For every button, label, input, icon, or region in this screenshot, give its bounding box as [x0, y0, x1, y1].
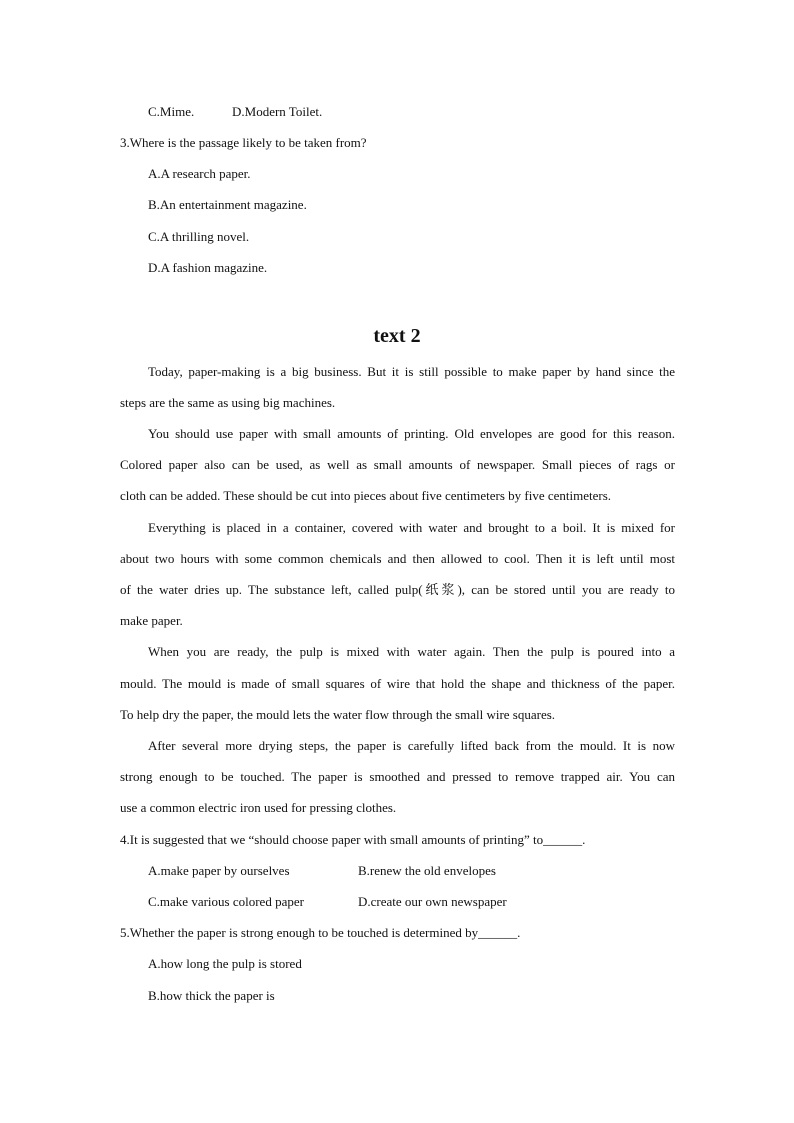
- q5-question: 5.Whether the paper is strong enough to be touched is determined by______.: [120, 925, 521, 940]
- q3-question: 3.Where is the passage likely to be taken from?: [120, 135, 367, 150]
- q5-option-a: A.how long the pulp is stored: [148, 956, 302, 971]
- passage-line: Colored paper also can be used, as well as small amounts of newspaper. Small pieces of rags or: [120, 457, 675, 472]
- q3-option-b: B.An entertainment magazine.: [148, 197, 307, 212]
- passage-line: After several more drying steps, the paper is carefully lifted back from the mould. It is now: [148, 738, 675, 753]
- passage-line: Everything is placed in a container, covered with water and brought to a boil. It is mixed for: [148, 520, 675, 535]
- passage-line: cloth can be added. These should be cut into pieces about five centimeters by five centimeters.: [120, 488, 612, 503]
- q3-option-a: A.A research paper.: [148, 166, 251, 181]
- passage-line: Today, paper-making is a big business. But it is still possible to make paper by hand since the: [148, 364, 675, 379]
- q4-option-c: C.make various colored paper: [148, 894, 304, 909]
- section-title: text 2: [373, 325, 421, 347]
- passage-line: use a common electric iron used for pressing clothes.: [120, 800, 397, 815]
- passage-line: make paper.: [120, 613, 183, 628]
- q4-option-a: A.make paper by ourselves: [148, 863, 290, 878]
- q3-option-d: D.A fashion magazine.: [148, 260, 268, 275]
- q5-option-b: B.how thick the paper is: [148, 988, 275, 1003]
- passage-line: mould. The mould is made of small squares of wire that hold the shape and thickness of the paper.: [120, 676, 675, 691]
- passage-line: steps are the same as using big machines.: [120, 395, 336, 410]
- q2-option-d: D.Modern Toilet.: [232, 104, 323, 119]
- passage-line: When you are ready, the pulp is mixed with water again. Then the pulp is poured into a: [148, 644, 675, 659]
- q2-option-c: C.Mime.: [148, 104, 195, 119]
- passage-line: about two hours with some common chemicals and then allowed to cool. Then it is left until most: [120, 551, 675, 566]
- q3-option-c: C.A thrilling novel.: [148, 229, 250, 244]
- passage-line: strong enough to be touched. The paper is smoothed and pressed to remove trapped air. You can: [120, 769, 675, 784]
- passage-line: of the water dries up. The substance left, called pulp(纸浆), can be stored until you are ready to: [120, 582, 675, 597]
- passage-line: You should use paper with small amounts of printing. Old envelopes are good for this reason.: [148, 426, 675, 441]
- q4-option-d: D.create our own newspaper: [358, 894, 507, 909]
- q4-question: 4.It is suggested that we “should choose paper with small amounts of printing” to______.: [120, 832, 586, 847]
- passage-line: To help dry the paper, the mould lets the water flow through the small wire squares.: [120, 707, 556, 722]
- q4-option-b: B.renew the old envelopes: [358, 863, 496, 878]
